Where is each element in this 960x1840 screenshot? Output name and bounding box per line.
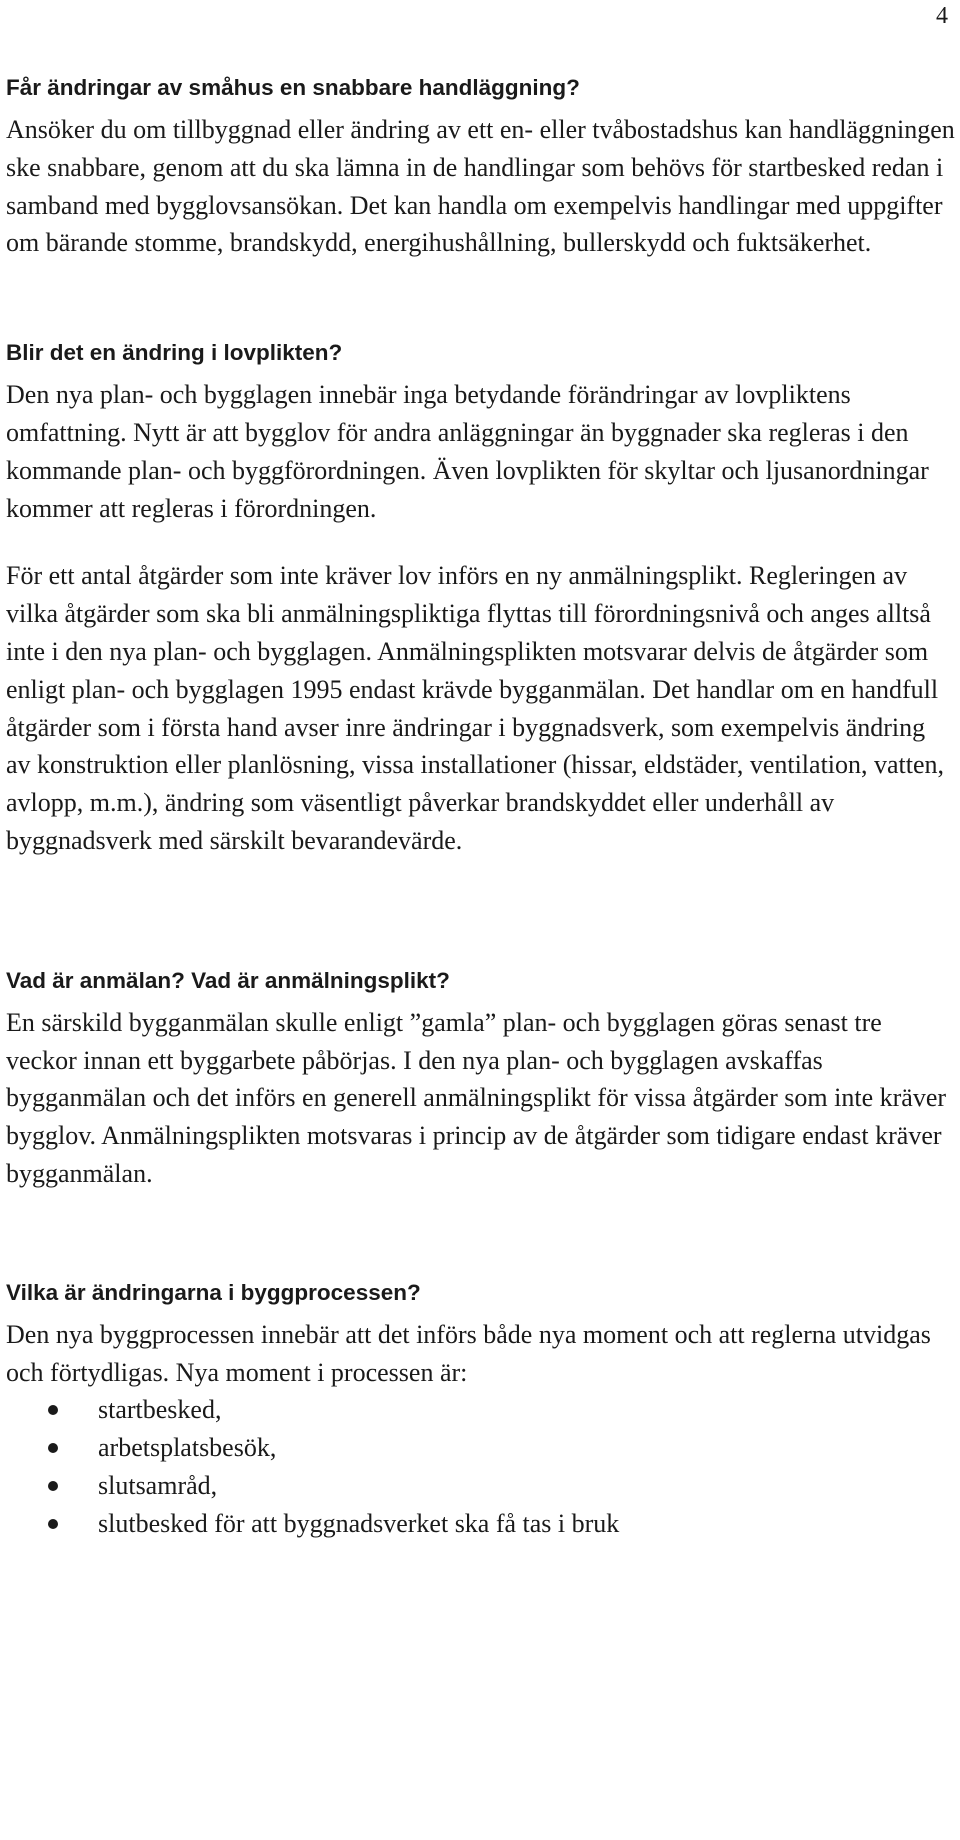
section-spacer xyxy=(6,1193,956,1277)
list-item xyxy=(6,1429,956,1467)
list-item-text: slutsamråd, xyxy=(98,1470,218,1500)
list-item xyxy=(6,1467,956,1505)
section-heading: Vad är anmälan? Vad är anmälningsplikt? xyxy=(6,967,450,993)
paragraph-spacer xyxy=(6,527,956,557)
section-spacer xyxy=(6,860,956,965)
section-heading: Vilka är ändringarna i byggprocessen? xyxy=(6,1279,421,1305)
list-item xyxy=(6,1391,956,1429)
list-item-text: slutbesked för att byggnadsverket ska få tas i bruk xyxy=(98,1508,620,1538)
list-item-text: arbetsplatsbesök, xyxy=(98,1433,277,1463)
list-item-text: startbesked, xyxy=(98,1395,222,1425)
bullet-icon xyxy=(48,1405,58,1415)
section-spacer xyxy=(6,262,956,337)
list-item xyxy=(6,1505,956,1543)
paragraph: Den nya plan- och bygglagen innebär inga betydande förändringar av lovpliktens omfattning. Nytt är att bygglov för andra anläggningar än byggnader ska regleras i den kommande plan- och byggförordningen. Även lovplikten för skyltar och ljusanordningar kommer att regleras i förordningen. xyxy=(6,380,929,523)
paragraph: En särskild bygganmälan skulle enligt ”gamla” plan- och bygglagen göras senast tre veckor innan ett byggarbete påbörjas. I den nya plan- och bygglagen avskaffas bygganmälan och det införs en generell anmälningsplikt för vissa åtgärder som inte kräver bygglov. Anmälningsplikten motsvaras i princip av de åtgärder som tidigare endast kräver bygganmälan. xyxy=(6,1007,947,1188)
bullet-icon xyxy=(48,1481,58,1491)
paragraph: Den nya byggprocessen innebär att det införs både nya moment och att reglerna utvidgas och förtydligas. Nya moment i processen är: xyxy=(6,1319,931,1387)
bullet-list xyxy=(6,1391,956,1542)
page-number: 4 xyxy=(936,3,948,29)
bullet-icon xyxy=(48,1443,58,1453)
bullet-icon xyxy=(48,1519,58,1529)
paragraph: Ansöker du om tillbyggnad eller ändring av ett en- eller tvåbostadshus kan handläggningen ske snabbare, genom att du ska lämna in de handlingar som behövs för startbesked redan i samband med bygglovsansökan. Det kan handla om exempelvis handlingar med uppgifter om bärande stomme, brandskydd, energihushållning, bullerskydd och fuktsäkerhet. xyxy=(6,115,955,258)
section-heading: Blir det en ändring i lovplikten? xyxy=(6,340,343,366)
document-body xyxy=(6,72,956,1543)
paragraph: För ett antal åtgärder som inte kräver lov införs en ny anmälningsplikt. Regleringen av vilka åtgärder som ska bli anmälningspliktiga flyttas till förordningsnivå och anges alltså inte i den nya plan- och bygglagen. Anmälningsplikten motsvarar delvis de åtgärder som enligt plan- och bygglagen 1995 endast krävde bygganmälan. Det handlar om en handfull åtgärder som i första hand avser inre ändringar i byggnadsverk, som exempelvis ändring av konstruktion eller planlösning, vissa installationer (hissar, eldstäder, ventilation, vatten, avlopp, m.m.), ändring som väsentligt påverkar brandskyddet eller underhåll av byggnadsverk med särskilt bevarandevärde. xyxy=(6,561,945,855)
section-heading: Får ändringar av småhus en snabbare handläggning? xyxy=(6,75,580,100)
